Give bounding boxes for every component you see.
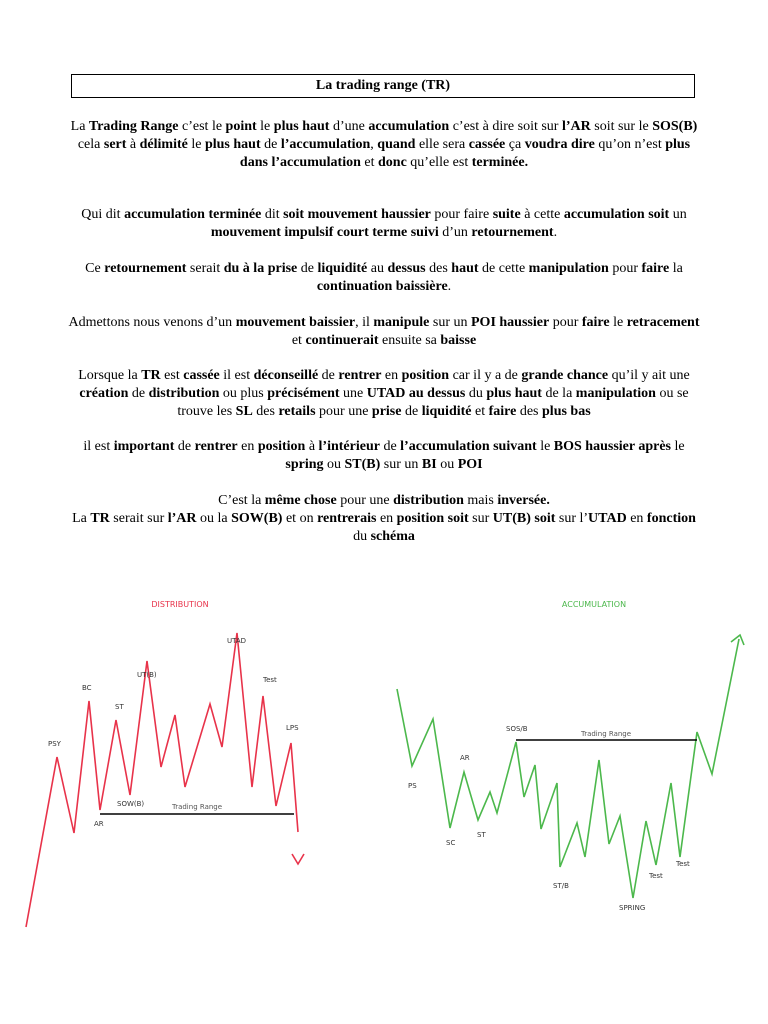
paragraph-run: plus bas	[542, 404, 591, 419]
distribution-range-label: Trading Range	[171, 803, 223, 811]
paragraph-run: le	[256, 119, 274, 134]
paragraph-run: pour	[608, 261, 642, 276]
paragraph-run: délimité	[139, 137, 188, 152]
paragraph-run: inversée.	[497, 493, 550, 508]
paragraph-run: ST(B)	[344, 457, 381, 472]
paragraph-2	[68, 206, 700, 242]
paragraph-run: qu’il y ait une	[608, 368, 690, 383]
label-sos-b: SOS/B	[506, 725, 528, 733]
paragraph-run: et	[360, 155, 378, 170]
paragraph-run: accumulation soit	[563, 207, 670, 222]
paragraph-run: serait sur	[109, 511, 168, 526]
paragraph-run: de	[401, 404, 422, 419]
paragraph-run: haut	[451, 261, 479, 276]
paragraph-run: pour	[549, 315, 582, 330]
paragraph-run: le	[536, 439, 554, 454]
paragraph-run: ça	[505, 137, 525, 152]
paragraph-run: grande chance	[521, 368, 609, 383]
label-ar: AR	[460, 754, 470, 762]
paragraph-run: sur	[468, 511, 493, 526]
paragraph-run: retails	[278, 404, 316, 419]
paragraph-run: de	[128, 386, 149, 401]
paragraph-run: en	[381, 368, 402, 383]
paragraph-run: plus dans l’accumulation	[239, 137, 691, 170]
paragraph-run: , il	[355, 315, 374, 330]
paragraph-run: déconseillé	[253, 368, 319, 383]
label-bc: BC	[82, 684, 92, 692]
paragraph-run: de	[318, 368, 339, 383]
paragraph-run: POI haussier	[471, 315, 550, 330]
paragraph-run: ensuite sa	[378, 333, 441, 348]
label-ps: PS	[408, 782, 417, 790]
paragraph-run: accumulation terminée	[124, 207, 262, 222]
paragraph-run: quand	[377, 137, 416, 152]
paragraph-run: du	[353, 529, 371, 544]
paragraph-run: cassée	[183, 368, 220, 383]
paragraph-run: terminée.	[471, 155, 529, 170]
label-st: ST	[477, 831, 486, 839]
paragraph-run: l’AR	[561, 119, 591, 134]
paragraph-run: donc	[378, 155, 407, 170]
paragraph-run: du	[465, 386, 487, 401]
paragraph-run: cassée	[468, 137, 506, 152]
paragraph-run: à	[126, 137, 140, 152]
paragraph-run: SOS(B)	[652, 119, 698, 134]
paragraph-run: liquidité	[421, 404, 472, 419]
paragraph-run: .	[553, 225, 558, 240]
paragraph-3	[68, 260, 700, 296]
paragraph-run: c’est à dire soit sur	[449, 119, 562, 134]
paragraph-run: continuerait	[305, 333, 379, 348]
paragraph-run: manipule	[373, 315, 430, 330]
paragraph-run: faire	[641, 261, 670, 276]
paragraph-run: point	[225, 119, 257, 134]
distribution-price-line	[26, 633, 298, 927]
paragraph-run: le	[609, 315, 627, 330]
paragraph-run: ,	[370, 137, 378, 152]
paragraph-run: plus haut	[273, 119, 330, 134]
paragraph-run: un	[669, 207, 687, 222]
paragraph-run: ou	[436, 457, 458, 472]
paragraph-5	[68, 367, 700, 421]
paragraph-run: rentrer	[194, 439, 238, 454]
wyckoff-schematics-figure	[0, 590, 768, 940]
paragraph-run: voudra dire	[524, 137, 595, 152]
label-test: Test	[263, 676, 277, 684]
paragraph-run: position	[257, 439, 306, 454]
paragraph-run: et	[471, 404, 489, 419]
accumulation-title: ACCUMULATION	[561, 600, 627, 609]
paragraph-run: et on	[282, 511, 318, 526]
label-sc: SC	[446, 839, 456, 847]
paragraph-run: retracement	[626, 315, 700, 330]
paragraph-run: accumulation	[368, 119, 450, 134]
paragraph-run: SOW(B)	[231, 511, 283, 526]
paragraph-run: position	[401, 368, 450, 383]
paragraph-run: qu’elle est	[406, 155, 472, 170]
paragraph-run: Trading Range	[88, 119, 179, 134]
paragraph-run: manipulation	[575, 386, 656, 401]
distribution-schematic	[26, 600, 304, 927]
paragraph-run: il est	[219, 368, 254, 383]
paragraph-run: même chose	[264, 493, 337, 508]
paragraph-run: UT(B)	[492, 511, 531, 526]
paragraph-7	[68, 492, 700, 546]
label-st-b: ST/B	[553, 882, 569, 890]
paragraph-run: liquidité	[317, 261, 368, 276]
label-ut-b: UT(B)	[137, 671, 157, 679]
paragraph-run: elle sera	[415, 137, 469, 152]
paragraph-run: la	[669, 261, 683, 276]
paragraph-6	[68, 438, 700, 474]
paragraph-run: La	[70, 119, 89, 134]
paragraph-run: des	[516, 404, 543, 419]
paragraph-run: Admettons nous venons d’un	[68, 315, 236, 330]
paragraph-run: mouvement impulsif court terme suivi	[210, 225, 439, 240]
paragraph-run: car il y a de	[449, 368, 522, 383]
paragraph-run: cela	[77, 137, 104, 152]
paragraph-run: d’un	[438, 225, 472, 240]
paragraph-run: TR	[141, 368, 161, 383]
paragraph-run: des	[425, 261, 452, 276]
paragraph-run: une	[339, 386, 367, 401]
paragraph-run: sert	[103, 137, 127, 152]
paragraph-run: en	[237, 439, 258, 454]
paragraph-run: l’AR	[167, 511, 197, 526]
paragraph-run: pour une	[315, 404, 372, 419]
paragraph-run: plus haut	[204, 137, 261, 152]
paragraph-run: UTAD au dessus	[366, 386, 466, 401]
paragraph-run: spring	[285, 457, 324, 472]
paragraph-run: le	[187, 137, 205, 152]
paragraph-run: soit mouvement haussier	[283, 207, 431, 222]
label-psy: PSY	[48, 740, 61, 748]
paragraph-run: faire	[488, 404, 517, 419]
paragraph-1	[68, 118, 700, 172]
label-test-2: Test	[676, 860, 690, 868]
paragraph-run: Lorsque la	[78, 368, 142, 383]
paragraph-run: de	[260, 137, 281, 152]
paragraph-run: plus haut	[486, 386, 542, 401]
paragraph-run: et	[291, 333, 306, 348]
paragraph-run: prise	[371, 404, 402, 419]
paragraph-run: soit sur le	[590, 119, 653, 134]
paragraph-run: distribution	[148, 386, 220, 401]
distribution-arrow-head	[292, 854, 304, 864]
paragraph-run: soit	[530, 511, 556, 526]
paragraph-run: SL	[235, 404, 253, 419]
paragraph-run: UTAD	[588, 511, 627, 526]
paragraph-run: l’intérieur	[318, 439, 380, 454]
paragraph-run: d’une	[329, 119, 369, 134]
accumulation-range-label: Trading Range	[580, 730, 632, 738]
paragraph-run: il est	[83, 439, 114, 454]
document-title: La trading range (TR)	[71, 74, 695, 98]
distribution-title: DISTRIBUTION	[151, 600, 209, 609]
paragraph-run: c’est le	[178, 119, 226, 134]
paragraph-run: du à la prise	[223, 261, 298, 276]
paragraph-run: position soit	[396, 511, 469, 526]
paragraph-run: distribution	[393, 493, 464, 508]
paragraph-run: sur un	[380, 457, 422, 472]
paragraph-run: serait	[186, 261, 224, 276]
paragraph-run: rentrerais	[317, 511, 377, 526]
paragraph-run: pour faire	[430, 207, 493, 222]
paragraph-run: continuation baissière	[316, 279, 448, 294]
paragraph-run: au	[367, 261, 388, 276]
paragraph-run: sur un	[429, 315, 471, 330]
paragraph-run: important	[113, 439, 175, 454]
label-st: ST	[115, 703, 124, 711]
paragraph-run: rentrer	[338, 368, 382, 383]
paragraph-run: des	[252, 404, 279, 419]
label-lps: LPS	[286, 724, 299, 732]
paragraph-run: mais	[463, 493, 498, 508]
paragraph-run: de	[297, 261, 318, 276]
paragraph-run: dessus	[387, 261, 426, 276]
paragraph-run: le	[671, 439, 685, 454]
paragraph-run: mouvement baissier	[235, 315, 356, 330]
paragraph-run: baisse	[440, 333, 477, 348]
paragraph-run: BOS haussier après	[553, 439, 672, 454]
paragraph-run: précisément	[267, 386, 340, 401]
paragraph-run: de	[379, 439, 401, 454]
paragraph-run: Qui dit	[81, 207, 125, 222]
paragraph-run: TR	[90, 511, 110, 526]
paragraph-4	[68, 314, 700, 350]
paragraph-run: La	[72, 511, 91, 526]
label-ar: AR	[94, 820, 104, 828]
paragraph-run: suite	[492, 207, 521, 222]
paragraph-run: à	[305, 439, 319, 454]
paragraph-run: l’accumulation suivant	[400, 439, 537, 454]
accumulation-schematic	[397, 600, 744, 912]
paragraph-run: ou se trouve les	[177, 386, 689, 419]
paragraph-run: de la	[541, 386, 576, 401]
paragraph-run: Ce	[85, 261, 105, 276]
paragraph-run: de	[174, 439, 195, 454]
paragraph-run: sur l’	[555, 511, 589, 526]
paragraph-run: de cette	[478, 261, 529, 276]
paragraph-run: à cette	[520, 207, 564, 222]
label-sow-b: SOW(B)	[117, 800, 145, 808]
label-spring: SPRING	[619, 904, 646, 912]
paragraph-run: création	[79, 386, 129, 401]
paragraph-run: manipulation	[528, 261, 609, 276]
paragraph-run: l’accumulation	[280, 137, 371, 152]
paragraph-run: ou plus	[219, 386, 268, 401]
paragraph-run: retournement	[104, 261, 187, 276]
paragraph-run: qu’on n’est	[594, 137, 666, 152]
paragraph-run: ou	[323, 457, 345, 472]
label-test-1: Test	[649, 872, 663, 880]
paragraph-run: pour une	[336, 493, 394, 508]
paragraph-run: .	[447, 279, 452, 294]
paragraph-run: est	[160, 368, 184, 383]
paragraph-run: faire	[581, 315, 610, 330]
paragraph-run: POI	[457, 457, 483, 472]
paragraph-run: retournement	[471, 225, 554, 240]
accumulation-labels	[408, 725, 690, 912]
paragraph-run: BI	[421, 457, 437, 472]
paragraph-run: dit	[261, 207, 284, 222]
paragraph-run: en	[626, 511, 647, 526]
paragraph-run: C’est la	[218, 493, 265, 508]
label-utad: UTAD	[227, 637, 247, 645]
paragraph-run: en	[376, 511, 397, 526]
paragraph-run: fonction	[646, 511, 696, 526]
paragraph-run: ou la	[196, 511, 232, 526]
paragraph-run: schéma	[370, 529, 415, 544]
